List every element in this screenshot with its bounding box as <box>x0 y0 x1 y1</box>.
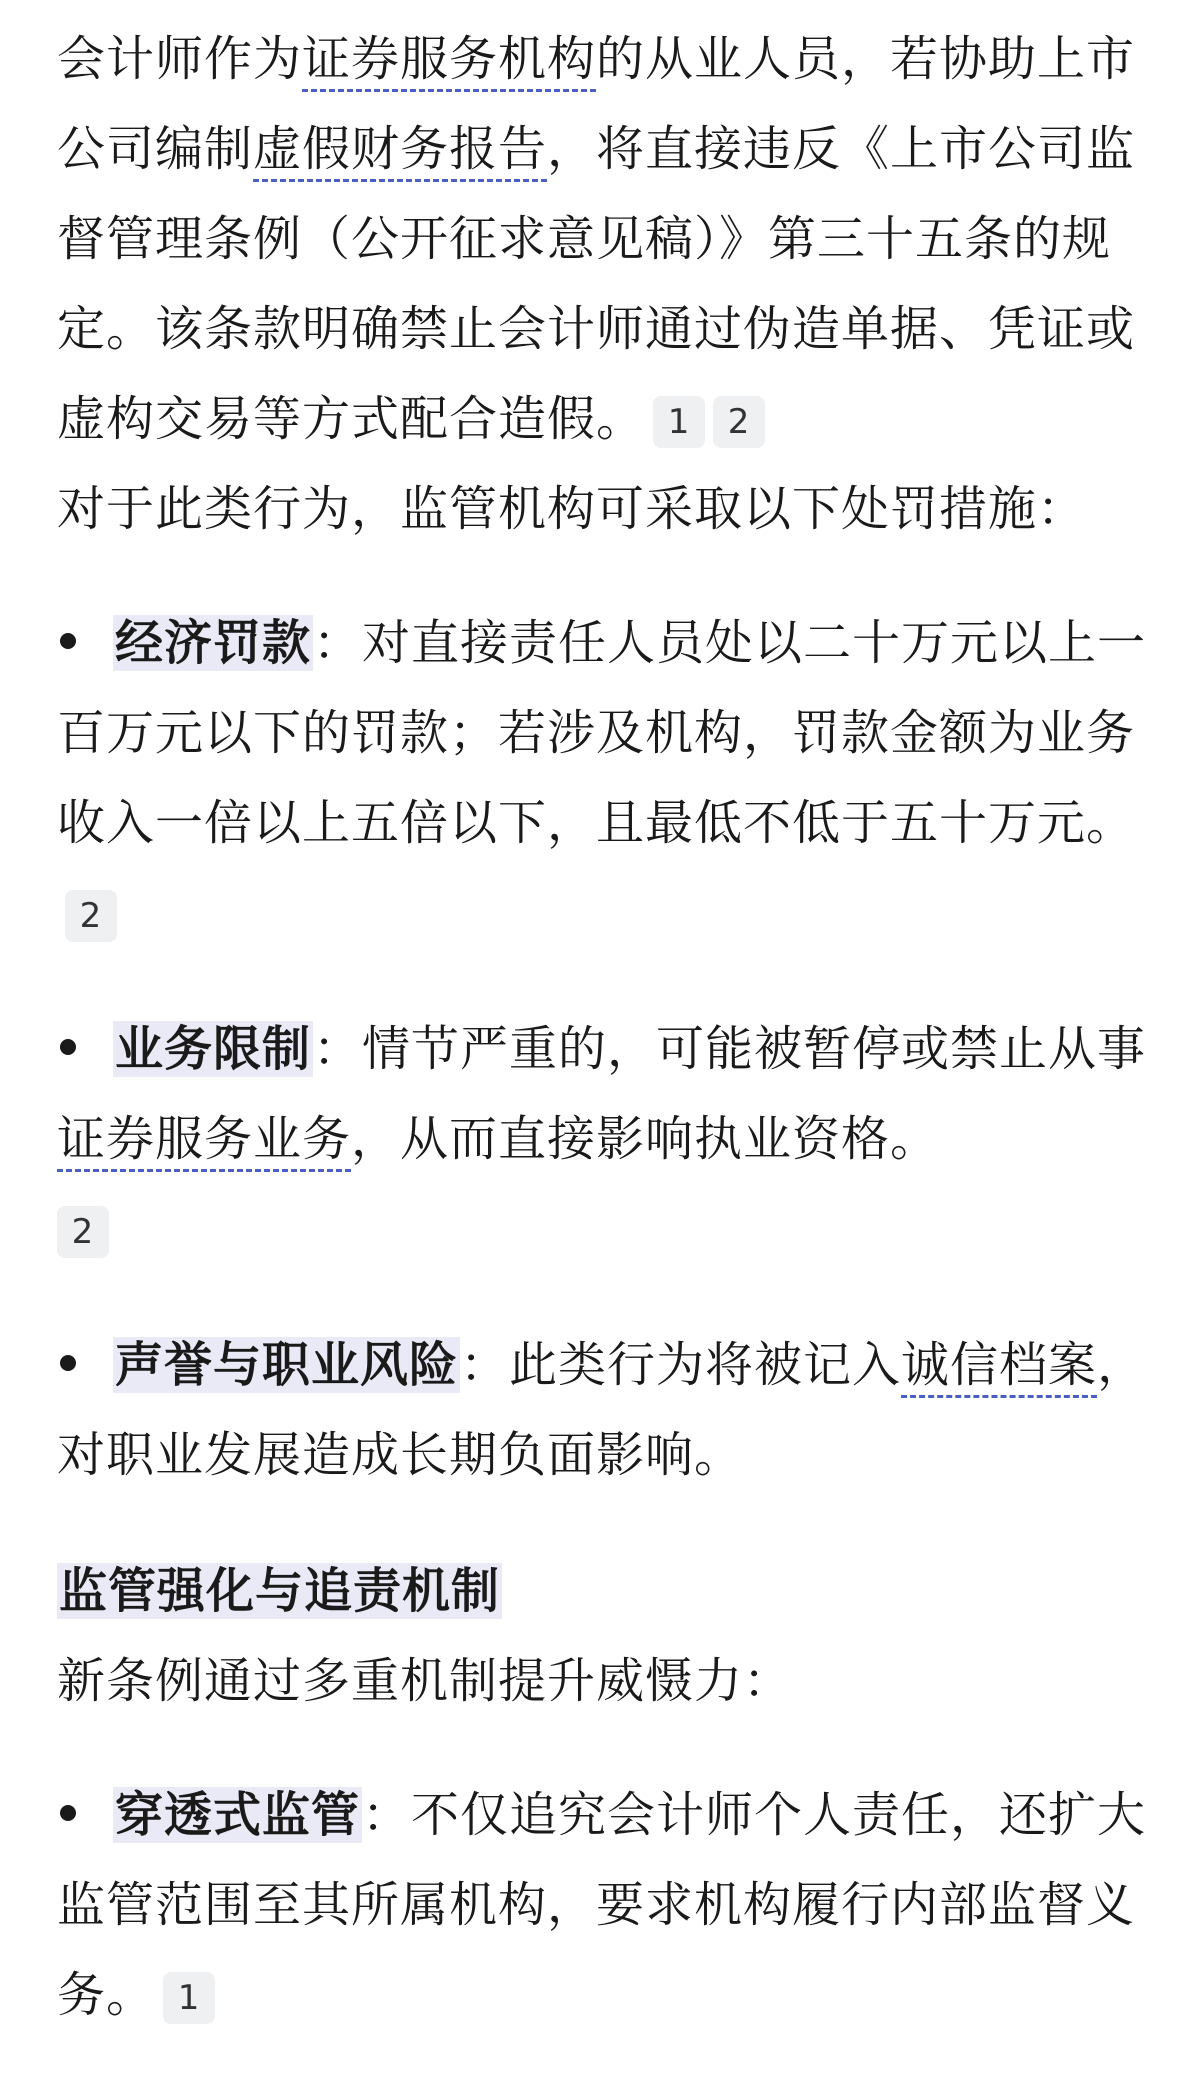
term-reputation-risk: 声誉与职业风险 <box>115 1337 459 1393</box>
intro-paragraph <box>57 14 1157 464</box>
term-fine: 经济罚款 <box>115 615 312 671</box>
term-link-securities-service-business[interactable]: 证券服务业务 <box>57 1111 352 1167</box>
separator: ： <box>313 615 363 671</box>
citation-badge[interactable]: 1 <box>163 1972 215 2024</box>
list-item-text <box>57 598 1157 958</box>
item-body: 不仅追究会计师个人责任，还扩大监管范围至其所属机构，要求机构履行内部监督义务。 <box>57 1787 1147 2023</box>
list-item-text <box>57 1004 1157 1274</box>
list-item <box>57 1770 1157 2040</box>
separator: ： <box>313 1021 363 1077</box>
list-item-text <box>57 1770 1157 2040</box>
item-body: ，从而直接影响执业资格。 <box>351 1111 940 1167</box>
bullet-icon <box>60 1039 76 1055</box>
citation-badge[interactable]: 1 <box>653 396 705 448</box>
intro-text: 的从业人员，若协助上市公司编制 <box>57 31 1136 177</box>
mechanism-list <box>57 1770 1157 2040</box>
item-body: 情节严重的，可能被暂停或禁止从事 <box>362 1021 1147 1077</box>
section-intro: 新条例通过多重机制提升威慑力： <box>57 1653 793 1709</box>
penalty-intro: 对于此类行为，监管机构可采取以下处罚措施： <box>57 481 1087 537</box>
item-body: ，对职业发展造成长期负面影响。 <box>57 1337 1147 1483</box>
bullet-icon <box>60 1355 76 1371</box>
list-item <box>57 1320 1157 1500</box>
bullet-icon <box>60 633 76 649</box>
separator: ： <box>460 1337 510 1393</box>
answer-content <box>57 14 1157 2086</box>
bullet-icon <box>60 1805 76 1821</box>
citation-badge[interactable]: 2 <box>65 890 117 942</box>
section-title: 监管强化与追责机制 <box>59 1563 501 1619</box>
term-business-restriction: 业务限制 <box>115 1021 312 1077</box>
citation-badge[interactable]: 2 <box>57 1206 109 1258</box>
intro-text: 会计师作为 <box>57 31 303 87</box>
term-link-credit-record[interactable]: 诚信档案 <box>901 1337 1098 1393</box>
item-body: 对直接责任人员处以二十万元以上一百万元以下的罚款；若涉及机构，罚款金额为业务收入一倍以上五倍以下，且最低不低于五十万元。 <box>57 615 1147 851</box>
list-item <box>57 598 1157 958</box>
term-link-securities-service-institution[interactable]: 证券服务机构 <box>302 31 597 87</box>
intro-text: ，将直接违反《上市公司监督管理条例（公开征求意见稿）》第三十五条的规定。该条款明确禁止会计师通过伪造单据、凭证或虚构交易等方式配合造假。 <box>57 121 1136 447</box>
term-link-false-financial-report[interactable]: 虚假财务报告 <box>253 121 548 177</box>
penalty-list <box>57 598 1157 1500</box>
section-heading <box>57 1546 1157 1636</box>
separator: ： <box>362 1787 412 1843</box>
item-body: 此类行为将被记入 <box>509 1337 902 1393</box>
term-penetrating-supervision: 穿透式监管 <box>115 1787 361 1843</box>
list-item <box>57 1004 1157 1274</box>
list-item-text <box>57 1320 1157 1500</box>
citation-badge[interactable]: 2 <box>713 396 765 448</box>
